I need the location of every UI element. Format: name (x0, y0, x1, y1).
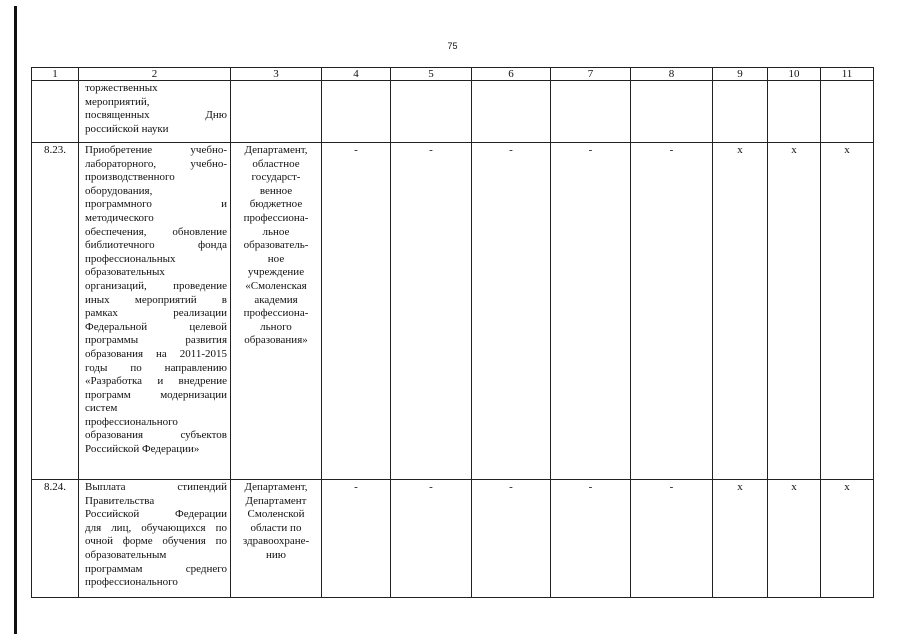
value-cell (391, 81, 472, 143)
executor-line: образования» (244, 334, 308, 347)
executor-line: Департамент, (244, 144, 308, 156)
executor-line: профессиона- (243, 307, 309, 320)
description-line: методического (85, 211, 154, 224)
header-cell: 5 (391, 68, 472, 81)
margin-bar (14, 6, 17, 634)
description-line: годы по направлению (85, 361, 227, 374)
value-cell: х (821, 143, 874, 480)
executor-cell (231, 143, 322, 480)
header-cell: 3 (231, 68, 322, 81)
value-cell (631, 81, 713, 143)
description-line: профессиональных (85, 252, 176, 265)
description-cell (79, 143, 231, 480)
description-line: мероприятий, (85, 95, 150, 108)
executor-line: областное (252, 157, 300, 170)
executor-line: Департамент (245, 494, 307, 507)
executor-line: «Смоленская (245, 279, 307, 292)
executor-line: образователь- (243, 239, 309, 252)
description-line: «Разработка и внедрение (85, 375, 227, 388)
executor-line: Смоленской (247, 508, 305, 521)
header-cell: 2 (79, 68, 231, 81)
value-cell: - (631, 480, 713, 598)
executor-line: бюджетное (249, 198, 303, 211)
description-line: посвященных Дню (85, 109, 227, 122)
description-line: образовательным (85, 548, 167, 561)
executor-line: государст- (251, 171, 301, 184)
value-cell (551, 81, 631, 143)
description-line: производственного (85, 171, 175, 184)
executor-cell (231, 480, 322, 598)
value-cell (821, 81, 874, 143)
value-cell: х (768, 480, 821, 598)
value-cell: х (821, 480, 874, 598)
description-cell (79, 81, 231, 143)
description-line: оборудования, (85, 184, 153, 197)
description-line: лабораторного, учебно- (85, 157, 227, 170)
header-cell: 9 (713, 68, 768, 81)
value-cell (322, 81, 391, 143)
description-line: систем (85, 402, 118, 415)
row-number-cell: 8.23. (32, 143, 79, 480)
value-cell: - (472, 143, 551, 480)
description-line: организаций, проведение (85, 279, 227, 292)
table-row (32, 480, 874, 598)
description-line: профессионального (85, 415, 178, 428)
executor-line: области по (250, 521, 302, 534)
description-line: Федеральной целевой (85, 320, 227, 333)
value-cell: - (391, 480, 472, 598)
description-cell (79, 480, 231, 598)
description-line: Выплата стипендий (85, 481, 227, 493)
description-line: библиотечного фонда (85, 239, 227, 252)
executor-line: льное (262, 225, 290, 238)
description-line: Приобретение учебно- (85, 144, 227, 156)
description-line: образовательных (85, 266, 165, 279)
description-line: программ модернизации (85, 388, 227, 401)
value-cell (713, 81, 768, 143)
description-line: профессионального (85, 576, 178, 589)
executor-line: ное (267, 252, 285, 265)
executor-line: Департамент, (244, 481, 308, 493)
description-line: очной форме обучения по (85, 535, 227, 548)
header-cell: 7 (551, 68, 631, 81)
description-line: программам среднего (85, 562, 227, 575)
description-line: образования на 2011-2015 (85, 347, 227, 360)
header-cell: 8 (631, 68, 713, 81)
value-cell: - (551, 143, 631, 480)
executor-line: венное (259, 184, 293, 197)
description-line: иных мероприятий в (85, 293, 227, 306)
value-cell: х (713, 480, 768, 598)
value-cell: - (472, 480, 551, 598)
executor-line: учреждение (247, 266, 305, 279)
value-cell: - (391, 143, 472, 480)
header-cell: 10 (768, 68, 821, 81)
value-cell: - (322, 143, 391, 480)
description-line: Правительства (85, 494, 155, 507)
row-number-cell: 8.24. (32, 480, 79, 598)
header-cell: 11 (821, 68, 874, 81)
description-line: рамках реализации (85, 307, 227, 320)
value-cell: - (551, 480, 631, 598)
row-number-cell (32, 81, 79, 143)
description-line: для лиц, обучающихся по (85, 521, 227, 534)
executor-line: академия (254, 293, 298, 306)
table-row (32, 81, 874, 143)
header-cell: 6 (472, 68, 551, 81)
header-cell: 4 (322, 68, 391, 81)
description-line: Российской Федерации (85, 508, 227, 521)
value-cell (768, 81, 821, 143)
value-cell (472, 81, 551, 143)
description-line: российской науки (85, 122, 169, 135)
description-line: обеспечения, обновление (85, 225, 227, 238)
budget-table (31, 67, 874, 598)
description-line: программы развития (85, 334, 227, 347)
executor-line: нию (266, 548, 286, 561)
executor-line: здравоохране- (242, 535, 310, 548)
header-row (32, 68, 874, 81)
executor-line: льного (260, 320, 292, 333)
table-row (32, 143, 874, 480)
value-cell: - (631, 143, 713, 480)
description-line: торжественных (85, 82, 158, 94)
value-cell: х (713, 143, 768, 480)
description-line: образования субъектов (85, 429, 227, 442)
value-cell: - (322, 480, 391, 598)
value-cell: х (768, 143, 821, 480)
executor-cell (231, 81, 322, 143)
description-line: программного и (85, 198, 227, 211)
executor-line: профессиона- (243, 211, 309, 224)
description-line: Российской Федерации» (85, 443, 200, 456)
page-number: 75 (447, 41, 458, 51)
header-cell: 1 (32, 68, 79, 81)
